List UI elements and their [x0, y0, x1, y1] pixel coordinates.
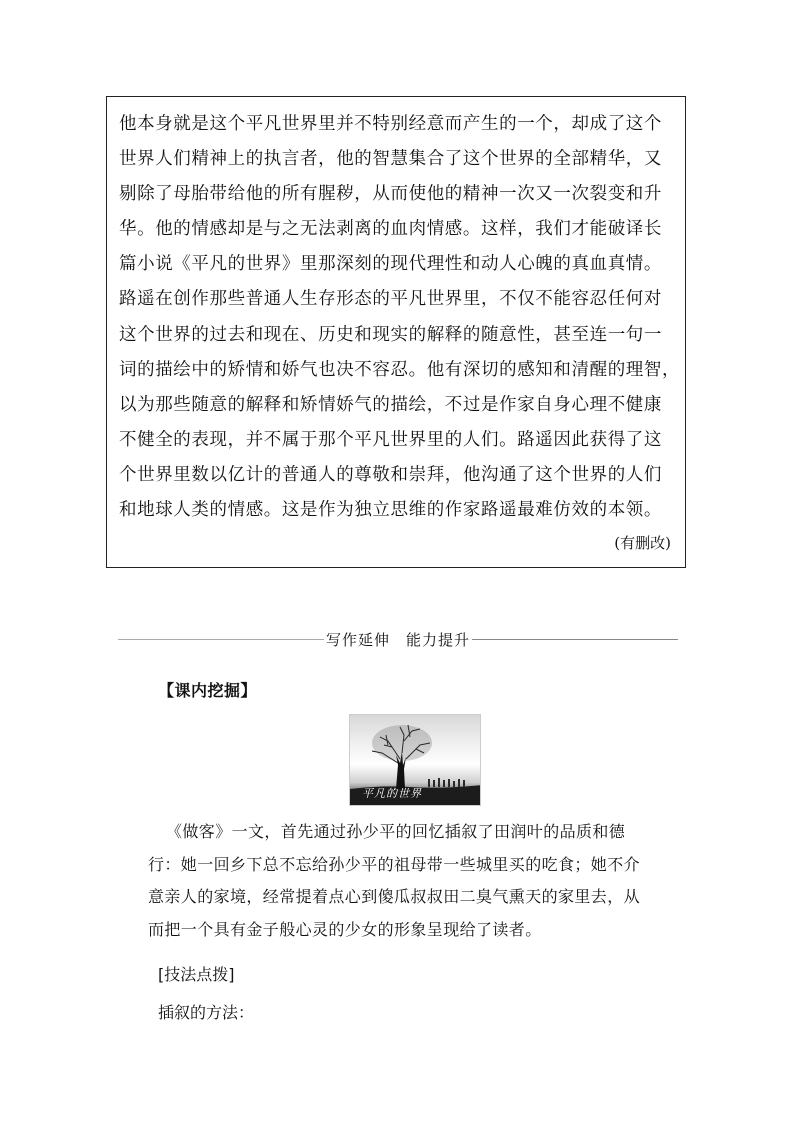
section-divider [118, 626, 678, 652]
passage-line: 他本身就是这个平凡世界里并不特别经意而产生的一个，却成了这个 [119, 114, 662, 134]
passage-line: 华。他的情感却是与之无法剥离的血肉情感。这样，我们才能破译长 [119, 219, 662, 240]
passage-line: 个世界里数以亿计的普通人的尊敬和崇拜，他沟通了这个世界的人们 [119, 464, 662, 485]
passage-line: 路遥在创作那些普通人生存形态的平凡世界里，不仅不能容忍任何对 [119, 289, 662, 310]
quoted-passage-box [106, 96, 686, 568]
tips-heading: [技法点拨] [158, 965, 235, 984]
tips-line: 插叙的方法： [158, 1003, 255, 1022]
body-line: 而把一个具有金子般心灵的少女的形象呈现给了读者。 [148, 919, 542, 939]
passage-line: 篇小说《平凡的世界》里那深刻的现代理性和动人心魄的真血真情。 [119, 254, 662, 275]
passage-line: 词的描绘中的矫情和娇气也决不容忍。他有深切的感知和清醒的理智， [119, 359, 681, 380]
passage-line: 不健全的表现，并不属于那个平凡世界里的人们。路遥因此获得了这 [119, 429, 662, 450]
divider-rule-left [118, 639, 324, 640]
body-paragraph [148, 816, 678, 946]
divider-rule-right [472, 639, 678, 640]
body-line: 行：她一回乡下总不忘给孙少平的祖母带一些城里买的吃食；她不介 [148, 854, 641, 874]
body-line: 意亲人的家境，经常提着点心到傻瓜叔叔田二臭气熏天的家里去，从 [148, 887, 641, 906]
photo-caption: 平凡的世界 [362, 787, 422, 800]
source-note: (有删改) [614, 534, 671, 553]
body-line: 《做客》一文，首先通过孙少平的回忆插叙了田润叶的品质和德 [166, 822, 626, 841]
passage-line: 这个世界的过去和现在、历史和现实的解释的随意性，甚至连一句一 [119, 324, 662, 345]
passage-line: 以为那些随意的解释和矫情娇气的描绘，不过是作家自身心理不健康 [119, 394, 662, 415]
passage-line: 世界人们精神上的执言者，他的智慧集合了这个世界的全部精华，又 [119, 149, 662, 170]
section-heading: 【课内挖掘】 [158, 681, 258, 700]
passage-line: 剔除了母胎带给他的所有腥秽，从而使他的精神一次又一次裂变和升 [119, 184, 662, 205]
divider-title: 写作延伸 能力提升 [326, 630, 471, 649]
tree-silhouette-photo [349, 714, 481, 806]
passage-line: 和地球人类的情感。这是作为独立思维的作家路遥最难仿效的本领。 [119, 500, 662, 521]
